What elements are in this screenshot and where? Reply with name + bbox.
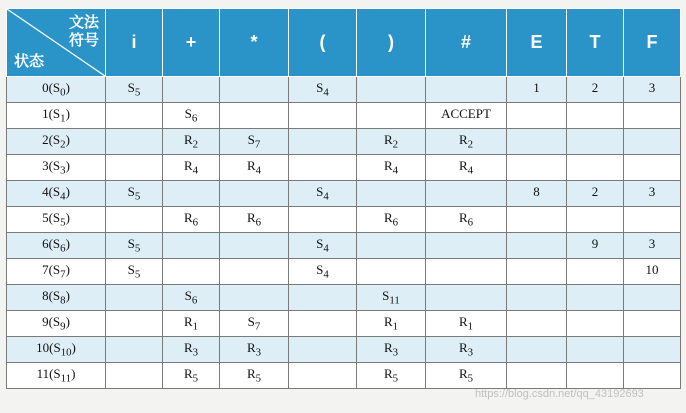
column-header: T <box>567 9 624 77</box>
action-cell <box>567 103 624 129</box>
table-row <box>7 155 681 181</box>
action-cell <box>426 259 507 285</box>
state-cell: $8(S_8)$ <box>7 285 106 311</box>
corner-label-state: 状态 <box>14 53 45 70</box>
action-cell <box>106 337 163 363</box>
action-cell: 3 <box>624 77 681 103</box>
action-cell <box>624 311 681 337</box>
action-cell <box>106 103 163 129</box>
table-header <box>7 9 681 77</box>
action-cell <box>507 155 567 181</box>
action-cell <box>220 77 289 103</box>
action-cell: $R_5$ <box>357 363 426 389</box>
action-cell <box>426 181 507 207</box>
action-cell <box>163 233 220 259</box>
action-cell <box>567 363 624 389</box>
state-cell: $1(S_1)$ <box>7 103 106 129</box>
action-cell: $S_4$ <box>289 233 357 259</box>
action-cell: $R_2$ <box>357 129 426 155</box>
state-cell: $11(S_{11})$ <box>7 363 106 389</box>
header-row <box>7 9 681 77</box>
action-cell: $R_4$ <box>220 155 289 181</box>
action-cell: $R_4$ <box>163 155 220 181</box>
action-cell: $S_4$ <box>289 181 357 207</box>
column-header: ) <box>357 9 426 77</box>
lr-analysis-table <box>6 8 681 389</box>
action-cell <box>289 337 357 363</box>
action-cell <box>106 311 163 337</box>
action-cell <box>220 181 289 207</box>
action-cell: $R_6$ <box>163 207 220 233</box>
action-cell <box>507 363 567 389</box>
action-cell <box>624 155 681 181</box>
action-cell <box>507 285 567 311</box>
column-header: E <box>507 9 567 77</box>
action-cell: $R_4$ <box>426 155 507 181</box>
action-cell: $R_5$ <box>220 363 289 389</box>
action-cell: 2 <box>567 181 624 207</box>
action-cell <box>507 129 567 155</box>
action-cell <box>289 363 357 389</box>
table-row <box>7 181 681 207</box>
corner-label-grammar-symbol: 文法 符号 <box>68 14 99 49</box>
action-cell: $S_5$ <box>106 77 163 103</box>
table-row <box>7 259 681 285</box>
table-row <box>7 207 681 233</box>
action-cell <box>357 103 426 129</box>
action-cell <box>289 155 357 181</box>
action-cell <box>426 285 507 311</box>
action-cell <box>567 129 624 155</box>
state-cell: $9(S_9)$ <box>7 311 106 337</box>
action-cell: $R_1$ <box>163 311 220 337</box>
action-cell <box>624 285 681 311</box>
action-cell: $S_5$ <box>106 181 163 207</box>
action-cell <box>163 181 220 207</box>
action-cell <box>106 155 163 181</box>
state-cell: $10(S_{10})$ <box>7 337 106 363</box>
action-cell <box>507 337 567 363</box>
action-cell <box>567 259 624 285</box>
action-cell <box>163 77 220 103</box>
action-cell: $R_4$ <box>357 155 426 181</box>
table-row <box>7 285 681 311</box>
state-cell: $7(S_7)$ <box>7 259 106 285</box>
corner-header-cell <box>7 9 106 77</box>
action-cell <box>163 259 220 285</box>
action-cell <box>357 233 426 259</box>
action-cell: $R_6$ <box>357 207 426 233</box>
action-cell <box>289 103 357 129</box>
action-cell: $S_6$ <box>163 103 220 129</box>
action-cell: ACCEPT <box>426 103 507 129</box>
action-cell: $R_3$ <box>220 337 289 363</box>
action-cell <box>106 207 163 233</box>
action-cell <box>289 285 357 311</box>
action-cell: $S_7$ <box>220 129 289 155</box>
action-cell <box>357 259 426 285</box>
state-cell: $5(S_5)$ <box>7 207 106 233</box>
action-cell: $S_5$ <box>106 233 163 259</box>
action-cell <box>567 311 624 337</box>
action-cell <box>624 337 681 363</box>
table-row <box>7 311 681 337</box>
action-cell: 3 <box>624 233 681 259</box>
action-cell: $R_3$ <box>163 337 220 363</box>
action-cell <box>220 285 289 311</box>
action-cell: $R_1$ <box>357 311 426 337</box>
action-cell: $R_6$ <box>426 207 507 233</box>
state-cell: $6(S_6)$ <box>7 233 106 259</box>
action-cell: $R_5$ <box>163 363 220 389</box>
action-cell <box>507 259 567 285</box>
action-cell: 2 <box>567 77 624 103</box>
column-header: i <box>106 9 163 77</box>
watermark: https://blog.csdn.net/qq_43192693 <box>475 388 644 400</box>
column-header: F <box>624 9 681 77</box>
table-row <box>7 337 681 363</box>
action-cell <box>624 129 681 155</box>
action-cell <box>357 77 426 103</box>
action-cell <box>426 77 507 103</box>
action-cell <box>567 285 624 311</box>
action-cell: 10 <box>624 259 681 285</box>
action-cell <box>507 207 567 233</box>
action-cell: $R_1$ <box>426 311 507 337</box>
state-cell: $2(S_2)$ <box>7 129 106 155</box>
action-cell: 9 <box>567 233 624 259</box>
action-cell: $S_4$ <box>289 259 357 285</box>
action-cell: $S_7$ <box>220 311 289 337</box>
action-cell <box>289 129 357 155</box>
action-cell <box>507 311 567 337</box>
action-cell <box>220 259 289 285</box>
action-cell <box>289 207 357 233</box>
action-cell: $R_2$ <box>426 129 507 155</box>
action-cell <box>289 311 357 337</box>
action-cell: $S_4$ <box>289 77 357 103</box>
action-cell <box>426 233 507 259</box>
table-row <box>7 103 681 129</box>
action-cell <box>106 285 163 311</box>
action-cell <box>624 363 681 389</box>
action-cell: $R_3$ <box>426 337 507 363</box>
table-row <box>7 363 681 389</box>
state-cell: $3(S_3)$ <box>7 155 106 181</box>
action-cell <box>567 207 624 233</box>
action-cell: $R_6$ <box>220 207 289 233</box>
table-row <box>7 129 681 155</box>
action-cell <box>624 207 681 233</box>
action-cell <box>220 103 289 129</box>
action-cell: $R_5$ <box>426 363 507 389</box>
action-cell <box>106 129 163 155</box>
action-cell: $R_3$ <box>357 337 426 363</box>
action-cell: 3 <box>624 181 681 207</box>
action-cell: $S_{11}$ <box>357 285 426 311</box>
table-body <box>7 77 681 389</box>
column-header: * <box>220 9 289 77</box>
action-cell <box>507 233 567 259</box>
column-header: ( <box>289 9 357 77</box>
action-cell: 1 <box>507 77 567 103</box>
action-cell <box>567 155 624 181</box>
action-cell <box>106 363 163 389</box>
column-header: + <box>163 9 220 77</box>
action-cell: $S_5$ <box>106 259 163 285</box>
table-row <box>7 233 681 259</box>
action-cell <box>624 103 681 129</box>
action-cell: $S_6$ <box>163 285 220 311</box>
table-row <box>7 77 681 103</box>
state-cell: $0(S_0)$ <box>7 77 106 103</box>
action-cell <box>220 233 289 259</box>
column-header: # <box>426 9 507 77</box>
action-cell: $R_2$ <box>163 129 220 155</box>
action-cell <box>567 337 624 363</box>
action-cell <box>357 181 426 207</box>
state-cell: $4(S_4)$ <box>7 181 106 207</box>
action-cell <box>507 103 567 129</box>
action-cell: 8 <box>507 181 567 207</box>
